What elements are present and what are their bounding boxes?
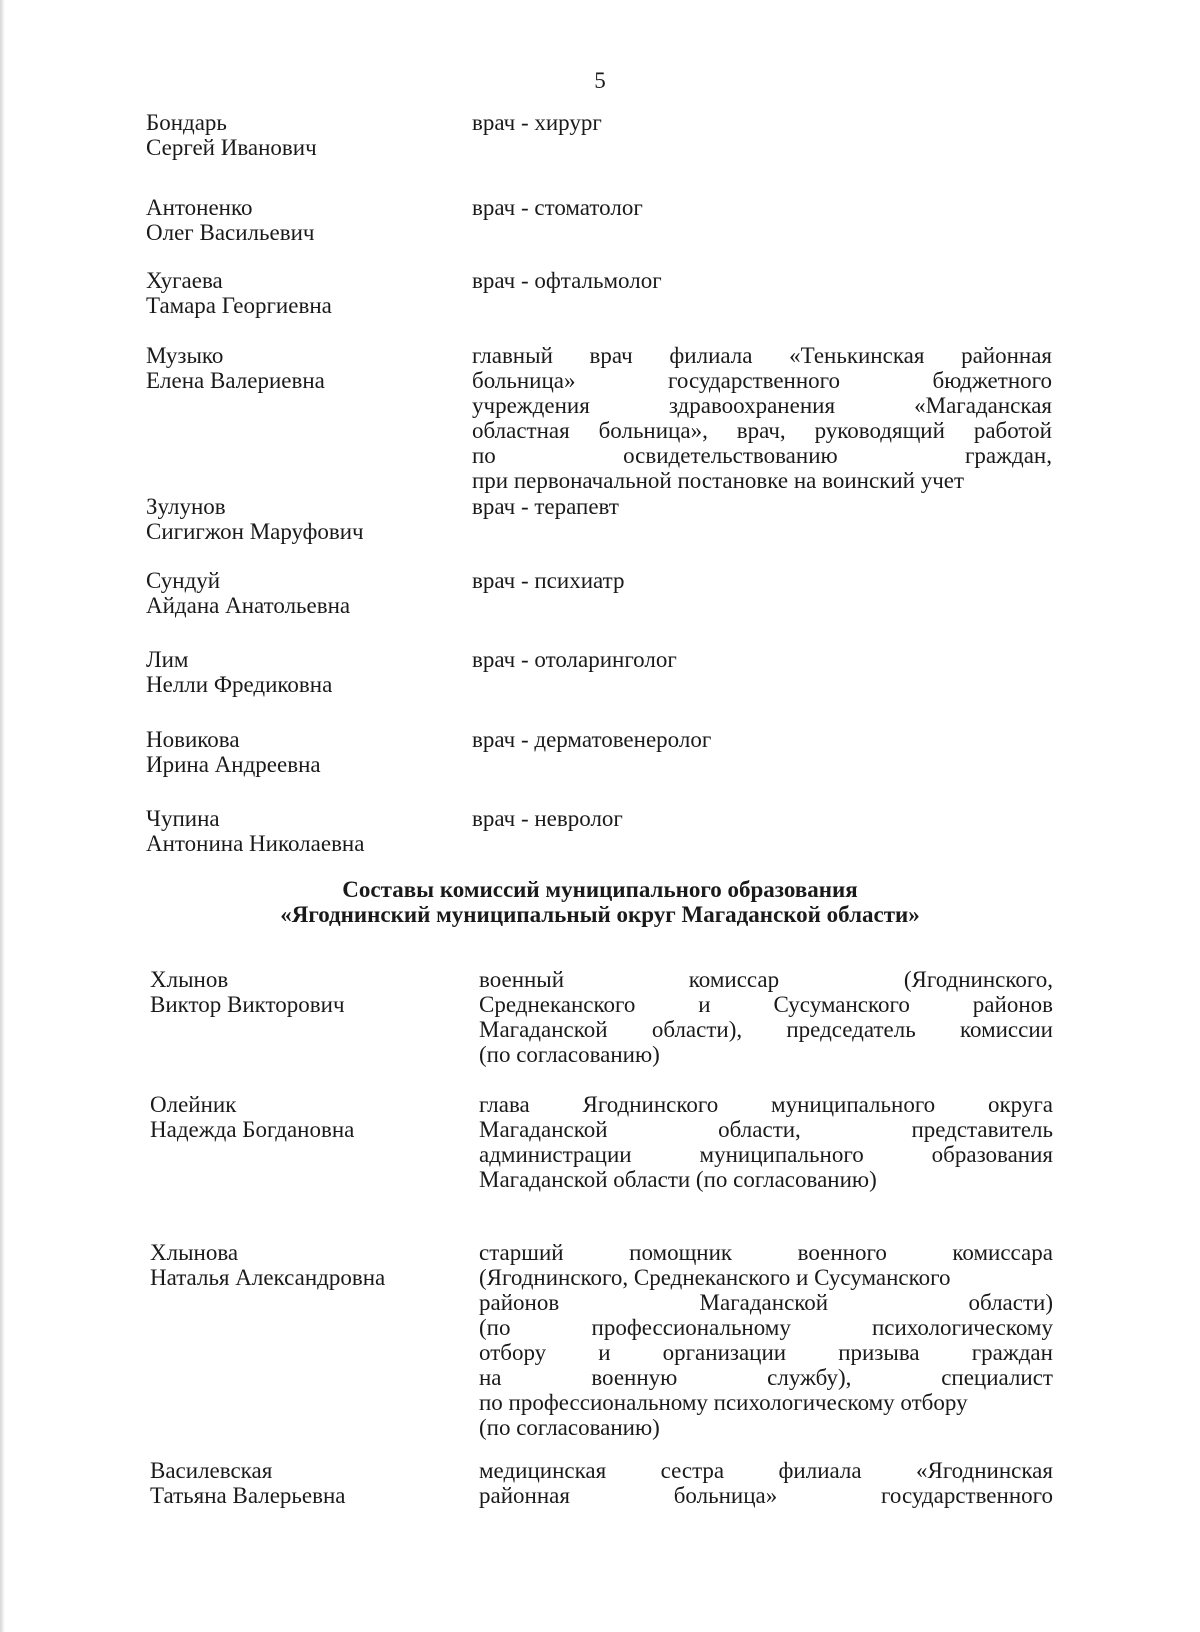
member-name xyxy=(150,1458,480,1508)
member-given-names: Надежда Богдановна xyxy=(150,1117,355,1142)
member-given-names: Елена Валериевна xyxy=(146,368,325,393)
position-word: военного xyxy=(797,1240,887,1265)
position-word: филиала xyxy=(778,1458,862,1483)
member-surname: Олейник xyxy=(150,1092,237,1117)
position-word: призыва xyxy=(838,1340,920,1365)
position-word: специалист xyxy=(941,1365,1053,1390)
position-word: области), xyxy=(651,1017,743,1042)
position-line xyxy=(472,368,1052,393)
position-word: больница», xyxy=(598,418,708,443)
position-word: области) xyxy=(968,1290,1053,1315)
section-heading-line: Составы комиссий муниципального образования xyxy=(342,877,858,902)
member-given-names: Наталья Александровна xyxy=(150,1265,386,1290)
position-line: врач - хирург xyxy=(472,110,602,135)
position-word: филиала xyxy=(669,343,753,368)
page-number: 5 xyxy=(594,68,606,93)
position-line xyxy=(479,992,1053,1017)
position-word: руководящий xyxy=(814,418,945,443)
member-given-names: Татьяна Валерьевна xyxy=(150,1483,346,1508)
member-position xyxy=(472,568,1052,593)
position-word: главный xyxy=(472,343,553,368)
position-line: врач - терапевт xyxy=(472,494,619,519)
position-word: районная xyxy=(961,343,1052,368)
position-word: учреждения xyxy=(472,393,590,418)
position-word: округа xyxy=(987,1092,1053,1117)
section-heading xyxy=(0,877,1200,927)
member-surname: Музыко xyxy=(146,343,224,368)
member-surname: Хугаева xyxy=(146,268,223,293)
member-surname: Хлынов xyxy=(150,967,229,992)
position-word: комиссара xyxy=(952,1240,1053,1265)
position-line xyxy=(479,1365,1053,1390)
member-surname: Новикова xyxy=(146,727,240,752)
member-position xyxy=(472,647,1052,672)
position-word: и xyxy=(698,992,711,1017)
position-line xyxy=(472,443,1052,468)
position-word: районов xyxy=(479,1290,560,1315)
member-given-names: Нелли Фредиковна xyxy=(146,672,333,697)
position-line: врач - стоматолог xyxy=(472,195,643,220)
position-word: Магаданской xyxy=(479,1017,608,1042)
position-line xyxy=(479,1240,1053,1265)
member-name xyxy=(146,647,476,697)
position-word: и xyxy=(598,1340,611,1365)
member-surname: Антоненко xyxy=(146,195,253,220)
position-line xyxy=(479,967,1053,992)
position-word: граждан xyxy=(971,1340,1053,1365)
position-word: (по xyxy=(479,1315,511,1340)
position-word: муниципального xyxy=(771,1092,936,1117)
position-word: службу), xyxy=(767,1365,852,1390)
position-word: медицинская xyxy=(479,1458,607,1483)
member-given-names: Сигигжон Маруфович xyxy=(146,519,364,544)
position-word: Среднеканского xyxy=(479,992,636,1017)
member-position xyxy=(472,727,1052,752)
member-position xyxy=(472,268,1052,293)
position-line: врач - дерматовенеролог xyxy=(472,727,712,752)
position-line xyxy=(479,1315,1053,1340)
position-word: областная xyxy=(472,418,570,443)
position-word: больница» xyxy=(472,368,576,393)
member-name xyxy=(150,967,480,1017)
position-line: (Ягоднинского, Среднеканского и Сусуманского xyxy=(479,1265,951,1290)
position-word: председатель xyxy=(786,1017,916,1042)
position-word: комиссар xyxy=(688,967,780,992)
member-surname: Чупина xyxy=(146,806,220,831)
member-position xyxy=(472,195,1052,220)
member-given-names: Тамара Георгиевна xyxy=(146,293,332,318)
position-line: Магаданской области (по согласованию) xyxy=(479,1167,877,1192)
position-line: врач - офтальмолог xyxy=(472,268,662,293)
position-line xyxy=(479,1340,1053,1365)
member-position xyxy=(479,1458,1053,1508)
position-word: Магаданской xyxy=(479,1117,608,1142)
position-word: представитель xyxy=(911,1117,1053,1142)
member-given-names: Сергей Иванович xyxy=(146,135,317,160)
member-name xyxy=(146,806,476,856)
position-word: освидетельствованию xyxy=(623,443,838,468)
position-word: врач, xyxy=(736,418,786,443)
section-heading-line: «Ягоднинский муниципальный округ Магаданской области» xyxy=(280,902,920,927)
position-word: Сусуманского xyxy=(773,992,910,1017)
position-word: профессиональному xyxy=(591,1315,791,1340)
position-line xyxy=(479,1483,1053,1508)
position-line xyxy=(479,1290,1053,1315)
member-name xyxy=(146,727,476,777)
position-word: Магаданской xyxy=(699,1290,829,1315)
member-given-names: Ирина Андреевна xyxy=(146,752,321,777)
position-line xyxy=(479,1092,1053,1117)
member-name xyxy=(146,494,476,544)
member-surname: Сундуй xyxy=(146,568,221,593)
member-given-names: Айдана Анатольевна xyxy=(146,593,351,618)
position-word: психологическому xyxy=(871,1315,1053,1340)
position-line xyxy=(479,1142,1053,1167)
position-word: области, xyxy=(718,1117,801,1142)
position-word: отбору xyxy=(479,1340,547,1365)
member-given-names: Антонина Николаевна xyxy=(146,831,365,856)
position-word: больница» xyxy=(673,1483,778,1508)
position-line: врач - невролог xyxy=(472,806,623,831)
position-line xyxy=(479,1017,1053,1042)
position-word: работой xyxy=(973,418,1052,443)
member-given-names: Виктор Викторович xyxy=(150,992,345,1017)
member-position xyxy=(479,967,1053,1067)
member-surname: Зулунов xyxy=(146,494,226,519)
position-line xyxy=(472,343,1052,368)
member-surname: Василевская xyxy=(150,1458,273,1483)
member-surname: Хлынова xyxy=(150,1240,239,1265)
position-word: здравоохранения xyxy=(668,393,836,418)
position-word: образования xyxy=(931,1142,1053,1167)
position-line xyxy=(472,418,1052,443)
member-name xyxy=(146,568,476,618)
member-name xyxy=(146,195,476,245)
position-line: (по согласованию) xyxy=(479,1042,660,1067)
member-position xyxy=(472,343,1052,493)
position-word: военный xyxy=(479,967,565,992)
member-position xyxy=(479,1240,1053,1440)
position-word: «Магаданская xyxy=(914,393,1052,418)
member-name xyxy=(146,343,476,393)
member-name xyxy=(146,110,476,160)
member-position xyxy=(479,1092,1053,1192)
position-word: администрации xyxy=(479,1142,632,1167)
member-position xyxy=(472,110,1052,135)
member-name xyxy=(150,1092,480,1142)
position-word: сестра xyxy=(660,1458,725,1483)
position-line: врач - психиатр xyxy=(472,568,625,593)
position-line: врач - отоларинголог xyxy=(472,647,677,672)
position-word: военную xyxy=(591,1365,678,1390)
member-name xyxy=(150,1240,480,1290)
position-line xyxy=(472,393,1052,418)
scan-edge xyxy=(0,0,5,1632)
position-line xyxy=(479,1117,1053,1142)
position-word: «Ягоднинская xyxy=(915,1458,1053,1483)
position-word: старший xyxy=(479,1240,564,1265)
member-surname: Бондарь xyxy=(146,110,227,135)
member-position xyxy=(472,806,1052,831)
position-word: муниципального xyxy=(699,1142,864,1167)
member-position xyxy=(472,494,1052,519)
position-word: помощник xyxy=(629,1240,733,1265)
position-line: по профессиональному психологическому отбору xyxy=(479,1390,968,1415)
position-line xyxy=(479,1458,1053,1483)
position-word: комиссии xyxy=(960,1017,1053,1042)
position-word: на xyxy=(479,1365,502,1390)
position-word: государственного xyxy=(881,1483,1053,1508)
position-word: бюджетного xyxy=(932,368,1052,393)
member-surname: Лим xyxy=(146,647,189,672)
position-word: врач xyxy=(589,343,633,368)
position-word: по xyxy=(472,443,496,468)
position-word: Ягоднинского xyxy=(582,1092,719,1117)
position-word: граждан, xyxy=(964,443,1052,468)
position-word: глава xyxy=(479,1092,530,1117)
position-word: организации xyxy=(662,1340,787,1365)
position-word: районная xyxy=(479,1483,570,1508)
member-name xyxy=(146,268,476,318)
position-line: при первоначальной постановке на воинский учет xyxy=(472,468,965,493)
position-line: (по согласованию) xyxy=(479,1415,660,1440)
position-word: районов xyxy=(972,992,1053,1017)
position-word: (Ягоднинского, xyxy=(903,967,1053,992)
position-word: «Тенькинская xyxy=(789,343,925,368)
position-word: государственного xyxy=(668,368,841,393)
member-given-names: Олег Васильевич xyxy=(146,220,315,245)
